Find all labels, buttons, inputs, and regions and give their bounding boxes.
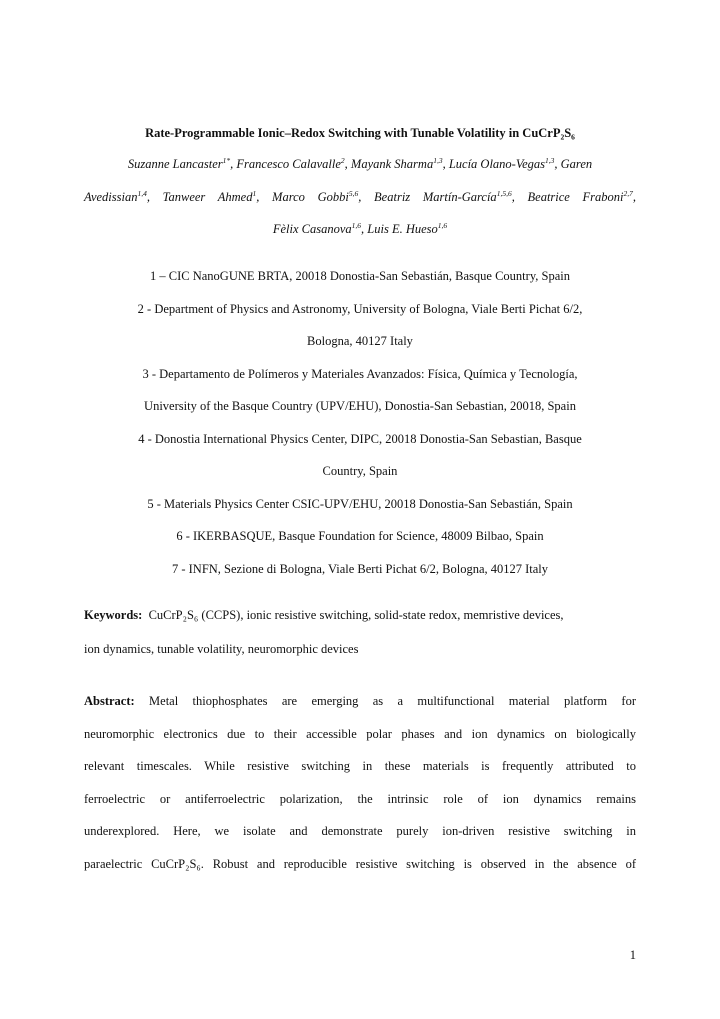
author-name: Suzanne Lancaster: [127, 157, 223, 171]
author-line-3: Fèlix Casanova$^{1,6}$, Luis E. Hueso$^{1,6}$: [272, 221, 448, 236]
author-line-2: Avedissian$^{1,4}$, Tanweer Ahmed$^1$, Marco Gobbi$^{5,6}$, Beatriz Martín-García$^{1,5,6}$, Beatrice Fraboni$^{2,7}$,: [84, 188, 637, 204]
author-affiliation-marker: 1*: [222, 156, 231, 165]
author-name: Beatriz Martín-García: [374, 189, 497, 204]
author-name: Tanweer Ahmed: [162, 189, 253, 204]
author-affiliation-marker: 1: [252, 188, 257, 198]
author-name: Fèlix Casanova: [272, 222, 352, 236]
affiliation-line: Bologna, 40127 Italy: [307, 334, 413, 348]
affiliation-line: 2 - Department of Physics and Astronomy, University of Bologna, Viale Berti Pichat 6/2,: [137, 301, 583, 316]
affiliation-line: 3 - Departamento de Polímeros y Materiales Avanzados: Física, Química y Tecnología,: [142, 366, 578, 381]
affiliation-list: [84, 266, 636, 591]
author-name: Garen: [560, 157, 593, 171]
author-list: [84, 152, 636, 250]
affiliation-line: University of the Basque Country (UPV/EHU), Donostia-San Sebastian, 20018, Spain: [144, 399, 576, 413]
author-name: Marco Gobbi: [272, 189, 349, 204]
affiliation-line: 6 - IKERBASQUE, Basque Foundation for Science, 48009 Bilbao, Spain: [176, 529, 544, 543]
author-affiliation-marker: 5,6: [348, 188, 359, 198]
affiliation-line: 4 - Donostia International Physics Center, DIPC, 20018 Donostia-San Sebastian, Basque: [138, 431, 582, 446]
keywords-label: Keywords:: [84, 608, 143, 622]
abstract-line: neuromorphic electronics due to their accessible polar phases and ion dynamics on biologically: [84, 726, 636, 741]
abstract-line: paraelectric CuCrP₂S₆. Robust and reproducible resistive switching is observed in the absence of: [84, 856, 636, 871]
affiliation-line: 1 – CIC NanoGUNE BRTA, 20018 Donostia-San Sebastián, Basque Country, Spain: [150, 269, 570, 283]
author-affiliation-marker: 2: [340, 156, 345, 165]
abstract-label: Abstract:: [84, 694, 135, 708]
author-affiliation-marker: 1,5,6: [496, 188, 512, 198]
abstract-section: [84, 690, 636, 885]
paper-title: Rate-Programmable Ionic–Redox Switching with Tunable Volatility in CuCrP₂S₆: [145, 126, 575, 140]
abstract-text: Metal thiophosphates are emerging as a multifunctional material platform for: [149, 694, 637, 708]
abstract-line: underexplored. Here, we isolate and demonstrate purely ion-driven resistive switching in: [84, 824, 636, 838]
keywords-section: [84, 604, 636, 672]
author-name: Francesco Calavalle: [236, 157, 341, 171]
author-name: Lucía Olano-Vegas: [448, 157, 546, 171]
keywords-line-1: [84, 604, 636, 638]
page-number: 1: [629, 948, 636, 962]
author-affiliation-marker: 2,7: [623, 188, 633, 198]
abstract-line: ferroelectric or antiferroelectric polarization, the intrinsic role of ion dynamics remains: [84, 791, 636, 806]
author-line-1: Suzanne Lancaster$^{1*}$, Francesco Calavalle$^2$, Mayank Sharma$^{1,3}$, Lucía Olano-Vegas$^{1,3}$, Garen: [127, 156, 593, 171]
author-affiliation-marker: 1,3: [433, 156, 443, 165]
author-name: Mayank Sharma: [350, 157, 434, 171]
author-name: Luis E. Hueso: [367, 222, 438, 236]
author-name: Beatrice Fraboni: [527, 189, 624, 204]
abstract-line-1: [84, 690, 636, 723]
abstract-line: relevant timescales. While resistive switching in these materials is frequently attributed to: [84, 759, 636, 773]
affiliation-line: 5 - Materials Physics Center CSIC-UPV/EHU, 20018 Donostia-San Sebastián, Spain: [147, 496, 573, 511]
author-affiliation-marker: 1,6: [437, 221, 448, 230]
author-affiliation-marker: 1,4: [137, 188, 147, 198]
author-affiliation-marker: 1,3: [545, 156, 555, 165]
keywords-text: CuCrP₂S₆ (CCPS), ionic resistive switching, solid-state redox, memristive devices,: [148, 608, 564, 622]
affiliation-line: 7 - INFN, Sezione di Bologna, Viale Berti Pichat 6/2, Bologna, 40127 Italy: [171, 561, 549, 576]
keywords-line-2: ion dynamics, tunable volatility, neuromorphic devices: [84, 642, 359, 656]
affiliation-line: Country, Spain: [322, 464, 398, 478]
author-name: Avedissian: [84, 189, 138, 204]
author-affiliation-marker: 1,6: [351, 221, 362, 230]
